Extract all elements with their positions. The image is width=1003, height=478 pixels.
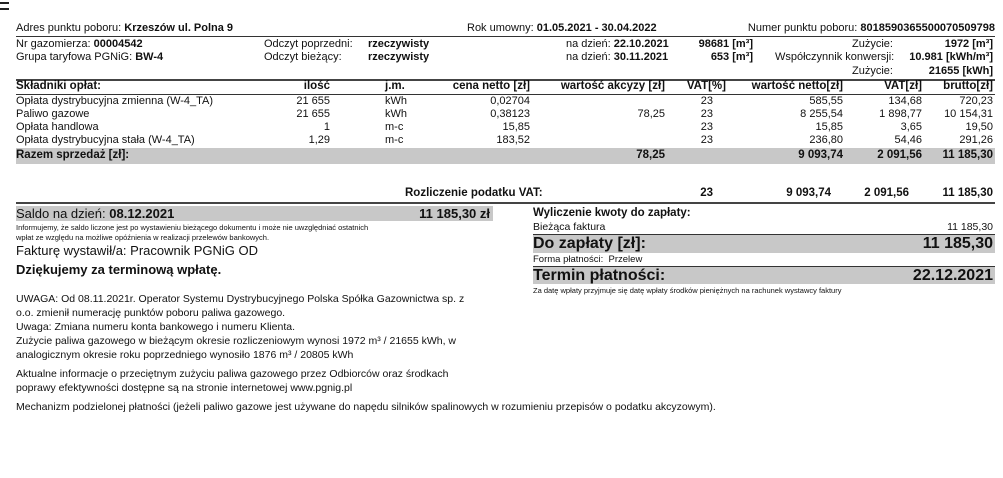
current-invoice-value: 11 185,30 [947,221,993,233]
curr-date: na dzień: 30.11.2021 [566,51,669,63]
usage-kwh-value: 21655 [kWh] [928,65,993,77]
payment-method: Forma płatności: Przelew [533,254,643,265]
col-unit: j.m. [385,80,405,92]
note-line: Zużycie paliwa gazowego w bieżącym okresie rozliczeniowym wynosi 1972 m³ / 21655 kWh, w [16,335,457,347]
note-line: Mechanizm podzielonej płatności (jeżeli paliwo gazowe jest używane do napędu silników spalinowych w rozumieniu przepisów o podatku akcyzowym). [16,401,716,413]
header-divider [16,36,995,37]
col-vat-pct: VAT[%] [686,80,726,92]
address-value: Krzeszów ul. Polna 9 [124,22,234,34]
col-net-value: wartość netto[zł] [751,80,843,92]
thanks-message: Dziękujemy za terminową wpłatę. [16,262,222,277]
prev-reading-label: Odczyt poprzedni: [264,38,353,50]
note-line: analogicznym okresie roku poprzedniego wynosiło 1876 m³ / 20805 kWh [16,349,354,361]
note-line: Aktualne informacje o przeciętnym zużyciu paliwa gazowego przez Odbiorców oraz środkach [16,368,449,380]
to-pay-label: Do zapłaty [zł]: [533,235,646,252]
prev-reading-type: rzeczywisty [368,38,430,50]
col-gross: brutto[zł] [943,80,993,92]
contract-year: Rok umowny: 01.05.2021 - 30.04.2022 [467,22,657,34]
usage-kwh-label: Zużycie: [852,65,893,77]
note-line: poprawy efektywności dostępne są na stronie internetowej www.pgnig.pl [16,382,353,394]
curr-reading-type: rzeczywisty [368,51,430,63]
usage-m3-label: Zużycie: [852,38,893,50]
conversion-value: 10.981 [kWh/m³] [909,51,993,63]
conversion-label: Współczynnik konwersji: [775,51,895,63]
col-components: Składniki opłat: [16,80,101,92]
col-net-price: cena netto [zł] [452,80,530,92]
balance-date: 08.12.2021 [109,206,175,221]
balance-note-2: wpłat ze względu na możliwe opóźnienia w realizacji przelewów bankowych. [16,233,270,242]
prev-date: na dzień: 22.10.2021 [566,38,669,50]
prev-reading-value: 98681 [m³] [698,38,753,50]
current-invoice-label: Bieżąca faktura [533,221,606,233]
note-line: o.o. zmienił numerację punktów poboru paliwa gazowego. [16,307,286,319]
due-note: Za datę wpłaty przyjmuje się datę wpłaty środków pieniężnych na rachunek wystawcy faktury [533,286,842,295]
total-row-bg [16,148,995,164]
col-vat: VAT[zł] [884,80,922,92]
address: Adres punktu poboru: Krzeszów ul. Polna 9 [16,22,234,34]
usage-m3-value: 1972 [m³] [944,38,993,50]
payment-title: Wyliczenie kwoty do zapłaty: [533,207,691,219]
balance-note-1: Informujemy, że saldo liczone jest po wystawieniu bieżącego dokumentu i może nie uwzględniać ostatnich [16,223,369,232]
curr-reading-label: Odczyt bieżący: [264,51,342,63]
balance-amount: 11 185,30 zł [419,206,490,221]
meter-number: Nr gazomierza: 00004542 [16,38,143,50]
col-quantity: ilość [303,80,330,92]
due-label: Termin płatności: [533,267,666,284]
note-line: Uwaga: Zmiana numeru konta bankowego i numeru Klienta. [16,321,295,333]
point-number: Numer punktu poboru: 8018590365500070509798 [747,22,995,34]
to-pay-value: 11 185,30 [922,235,993,252]
col-excise: wartość akcyzy [zł] [560,80,665,92]
tariff-group: Grupa taryfowa PGNiG: BW-4 [16,51,164,63]
vat-divider [16,202,995,204]
curr-reading-value: 653 [m³] [710,51,753,63]
note-line: UWAGA: Od 08.11.2021r. Operator Systemu Dystrybucyjnego Polska Spółka Gazownictwa sp. z [16,293,465,305]
balance-label: Saldo na dzień: 08.12.2021 [16,206,175,221]
page-corner-mark [0,2,9,10]
due-value: 22.12.2021 [912,267,993,284]
issued-by: Fakturę wystawił/a: Pracownik PGNiG OD [16,243,259,258]
